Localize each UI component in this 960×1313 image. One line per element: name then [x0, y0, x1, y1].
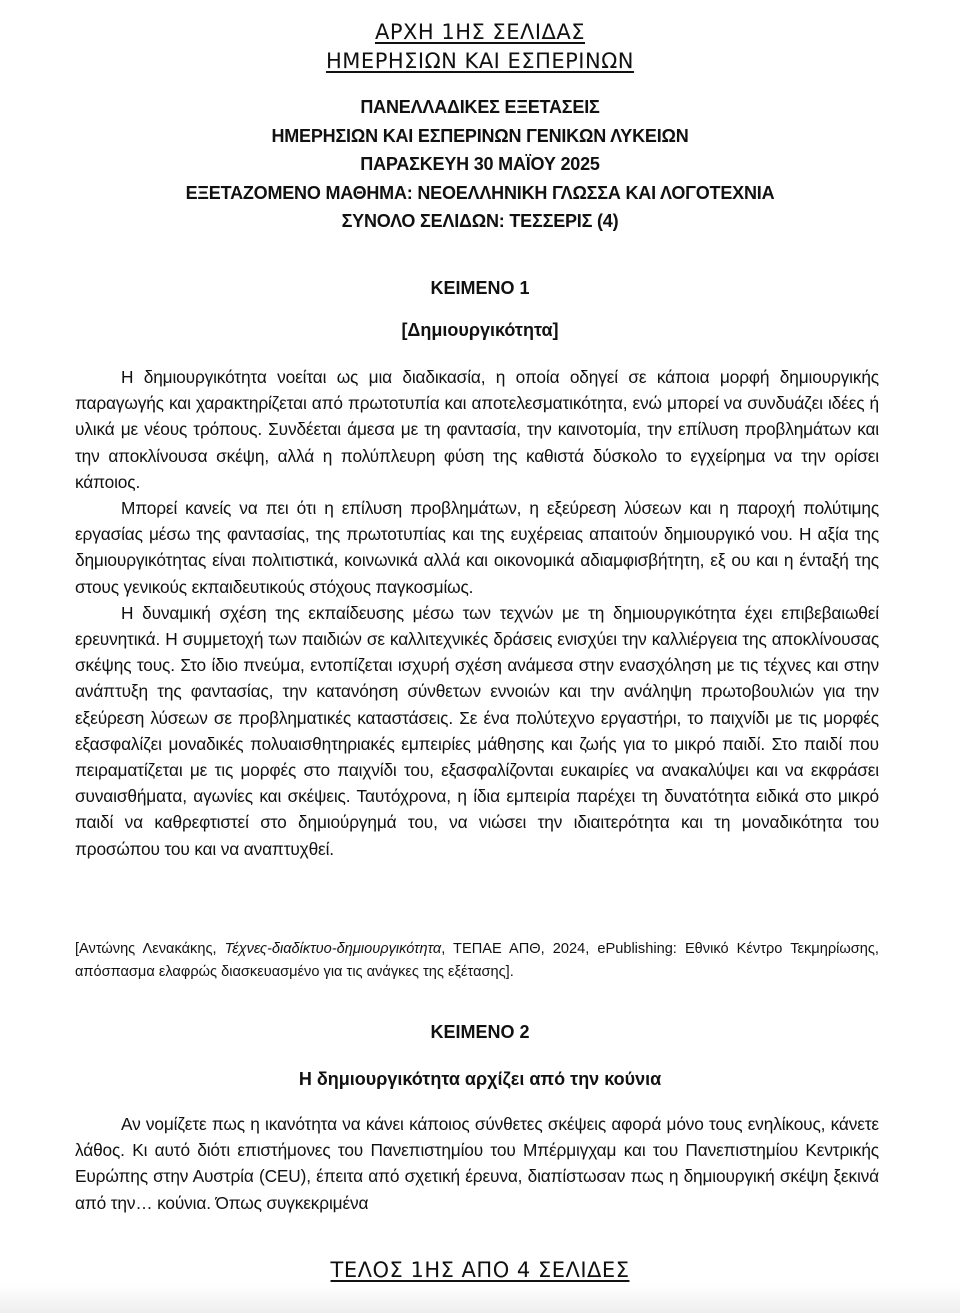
citation-source: , ΤΕΠΑΕ ΑΠΘ, 2024, ePublishing: Εθνικό Κέντρο Τεκμηρίωσης, απόσπασμα ελαφρώς διασκευασμένο για τις ανάγκες της εξέτασης]. — [75, 941, 879, 980]
text1-title: [Δημιουργικότητα] — [401, 320, 559, 340]
exam-info-block — [0, 93, 960, 236]
page-header-line1: ΑΡΧΗ 1ΗΣ ΣΕΛΙΔΑΣ — [374, 20, 586, 44]
page-header-line2: ΗΜΕΡΗΣΙΩΝ ΚΑΙ ΕΣΠΕΡΙΝΩΝ — [326, 49, 634, 73]
exam-info-line: ΠΑΝΕΛΛΑΔΙΚΕΣ ΕΞΕΤΑΣΕΙΣ — [360, 97, 600, 117]
text1-citation — [75, 938, 879, 984]
page-bottom-edge — [0, 1285, 960, 1313]
exam-info-line: ΣΥΝΟΛΟ ΣΕΛΙΔΩΝ: ΤΕΣΣΕΡΙΣ (4) — [341, 211, 619, 231]
page-footer-line: ΤΕΛΟΣ 1ΗΣ ΑΠΟ 4 ΣΕΛΙΔΕΣ — [330, 1258, 630, 1282]
exam-info-line: ΗΜΕΡΗΣΙΩΝ ΚΑΙ ΕΣΠΕΡΙΝΩΝ ΓΕΝΙΚΩΝ ΛΥΚΕΙΩΝ — [271, 125, 689, 146]
exam-info-line: ΕΞΕΤΑΖΟΜΕΝΟ ΜΑΘΗΜΑ: ΝΕΟΕΛΛΗΝΙΚΗ ΓΛΩΣΣΑ ΚΑΙ ΛΟΓΟΤΕΧΝΙΑ — [185, 182, 775, 203]
text2-label: ΚΕΙΜΕΝΟ 2 — [430, 1022, 530, 1042]
citation-title: Τέχνες-διαδίκτυο-δημιουργικότητα — [224, 941, 442, 957]
exam-info-line: ΠΑΡΑΣΚΕΥΗ 30 ΜΑΪΟΥ 2025 — [360, 154, 600, 174]
paragraph: Αν νομίζετε πως η ικανότητα να κάνει κάποιος σύνθετες σκέψεις αφορά μόνο τους ενηλίκους, κάνετε λάθος. Κι αυτό διότι επιστήμονες του Πανεπιστημίου του Μπέρμιγχαμ και του Πανεπιστημίου Κεντρικής Ευρώπης στην Αυστρία (CEU), έπειτα από σχετική έρευνα, διαπίστωσαν πως η δημιουργική σκέψη ξεκινά από την… κούνια. Όπως συγκεκριμένα — [75, 1114, 879, 1213]
text2-body — [75, 1111, 879, 1216]
page-footer — [0, 1256, 960, 1285]
paragraph: Μπορεί κανείς να πει ότι η επίλυση προβλημάτων, η εξεύρεση λύσεων και η παροχή πολύτιμης εργασίας μέσω της φαντασίας, της πρωτοτυπίας και της ευχέρειας απαιτούν δημιουργικό νου. Η αξία της δημιουργικότητας είναι πολιτιστικά, κοινωνικά αλλά και οικονομικά αδιαμφισβήτητη, εξ ου και η ένταξή της στους γενικούς εκπαιδευτικούς στόχους παγκοσμίως. — [75, 498, 879, 597]
text2-title: Η δημιουργικότητα αρχίζει από την κούνια — [298, 1069, 662, 1089]
text1-body — [75, 364, 879, 862]
paragraph: Η δυναμική σχέση της εκπαίδευσης μέσω των τεχνών με τη δημιουργικότητα έχει επιβεβαιωθεί ερευνητικά. Η συμμετοχή των παιδιών σε καλλιτεχνικές δράσεις ενισχύει την καλλιέργεια της αποκλίνουσας σκέψης τους. Στο ίδιο πνεύμα, εντοπίζεται ισχυρή σχέση ανάμεσα στην ενασχόληση με τις τέχνες και στην ανάπτυξη της φαντασίας, την κατανόηση σύνθετων εννοιών και την ανάληψη πρωτοβουλιών για την εξεύρεση λύσεων σε προβληματικές καταστάσεις. Σε ένα πολύτεχνο εργαστήρι, το παιχνίδι με τις μορφές εξασφαλίζει μοναδικές πολυαισθητηριακές εμπειρίες μάθησης και ζωής για το μικρό παιδί. Στο παιδί που πειραματίζεται με τις μορφές στο παιχνίδι του, εξασφαλίζονται ευκαιρίες να ανακαλύψει και να εκφράσει συναισθήματα, αγωνίες και σκέψεις. Ταυτόχρονα, η ίδια εμπειρία παρέχει τη δυνατότητα ειδικά στο μικρό παιδί να καθρεφτιστεί στο δημιούργημά του, να νιώσει την ιδιαιτερότητα και τη μοναδικότητα του προσώπου του και να αναπτυχθεί. — [75, 602, 879, 859]
text1-label: ΚΕΙΜΕΝΟ 1 — [430, 278, 530, 298]
page-header — [0, 18, 960, 76]
citation-author: [Αντώνης Λενακάκης, — [75, 941, 225, 957]
paragraph: Η δημιουργικότητα νοείται ως μια διαδικασία, η οποία οδηγεί σε κάποια μορφή δημιουργικής παραγωγής και χαρακτηρίζεται από πρωτοτυπία και αποτελεσματικότητα, ενώ μπορεί να συνδυάζει ιδέες ή υλικά με νέους τρόπους. Συνδέεται άμεσα με τη φαντασία, την καινοτομία, την επίλυση προβλημάτων και την αποκλίνουσα σκέψη, αλλά η πολύπλευρη φύση της καθιστά δύσκολο το εγχείρημα να την ορίσει κάποιος. — [75, 367, 879, 492]
